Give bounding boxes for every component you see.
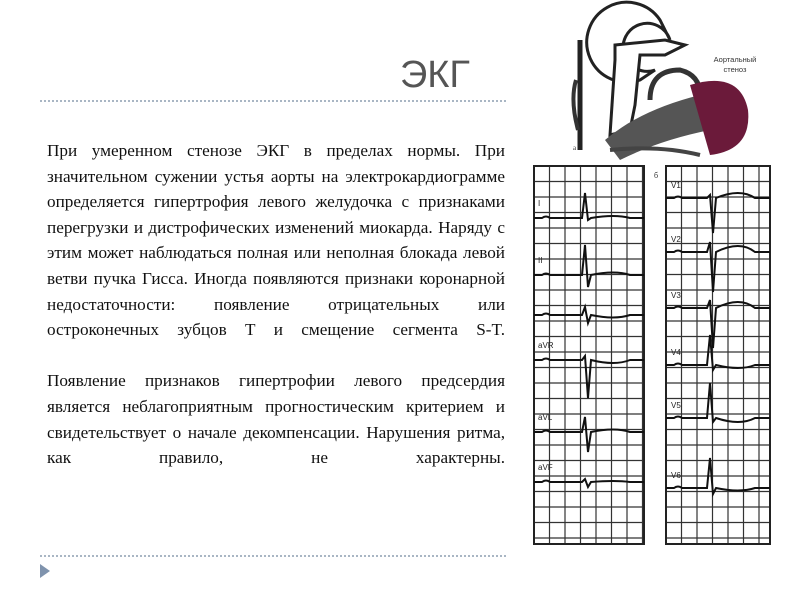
heart-label: Аортальный bbox=[713, 55, 757, 64]
lead-label: aVR bbox=[538, 341, 554, 350]
ecg-grid-limb-leads bbox=[534, 166, 644, 544]
heart-label: стеноз bbox=[723, 65, 747, 74]
panel-label-b: б bbox=[654, 171, 659, 180]
paragraph: Появление признаков гипертрофии левого предсердия является неблагоприятным прогностическим критерием и свидетельствует о начале декомпенсации. Нарушения ритма, как правило, не характерны. bbox=[47, 371, 505, 468]
slide-title: ЭКГ bbox=[399, 54, 471, 96]
heart-diagram bbox=[573, 2, 756, 160]
lead-label: V6 bbox=[671, 471, 681, 480]
lead-label: aVL bbox=[538, 413, 553, 422]
lead-label: V1 bbox=[671, 181, 681, 190]
lead-label: V4 bbox=[671, 348, 681, 357]
panel-label-a: а bbox=[573, 144, 577, 152]
lead-label: II bbox=[538, 256, 543, 265]
lead-label: I bbox=[538, 199, 541, 208]
lead-label: aVF bbox=[538, 463, 553, 472]
lead-label: V3 bbox=[671, 291, 681, 300]
ecg-grid-chest-leads bbox=[666, 166, 770, 544]
lead-label: V5 bbox=[671, 401, 681, 410]
paragraph: При умеренном стенозе ЭКГ в пределах нормы. При значительном сужении устья аорты на электрокардиограмме определяется гипертрофия левого желудочка с признаками перегрузки и дистрофических изменений миокарда. Наряду с этим может наблюдаться полная или неполная блокада левой ветви пучка Гисса. Иногда появляются признаки коронарной недостаточности: появление отрицательных или остроконечных зубцов Т и смещение сегмента S-T. bbox=[47, 141, 505, 340]
lead-label: V2 bbox=[671, 235, 681, 244]
